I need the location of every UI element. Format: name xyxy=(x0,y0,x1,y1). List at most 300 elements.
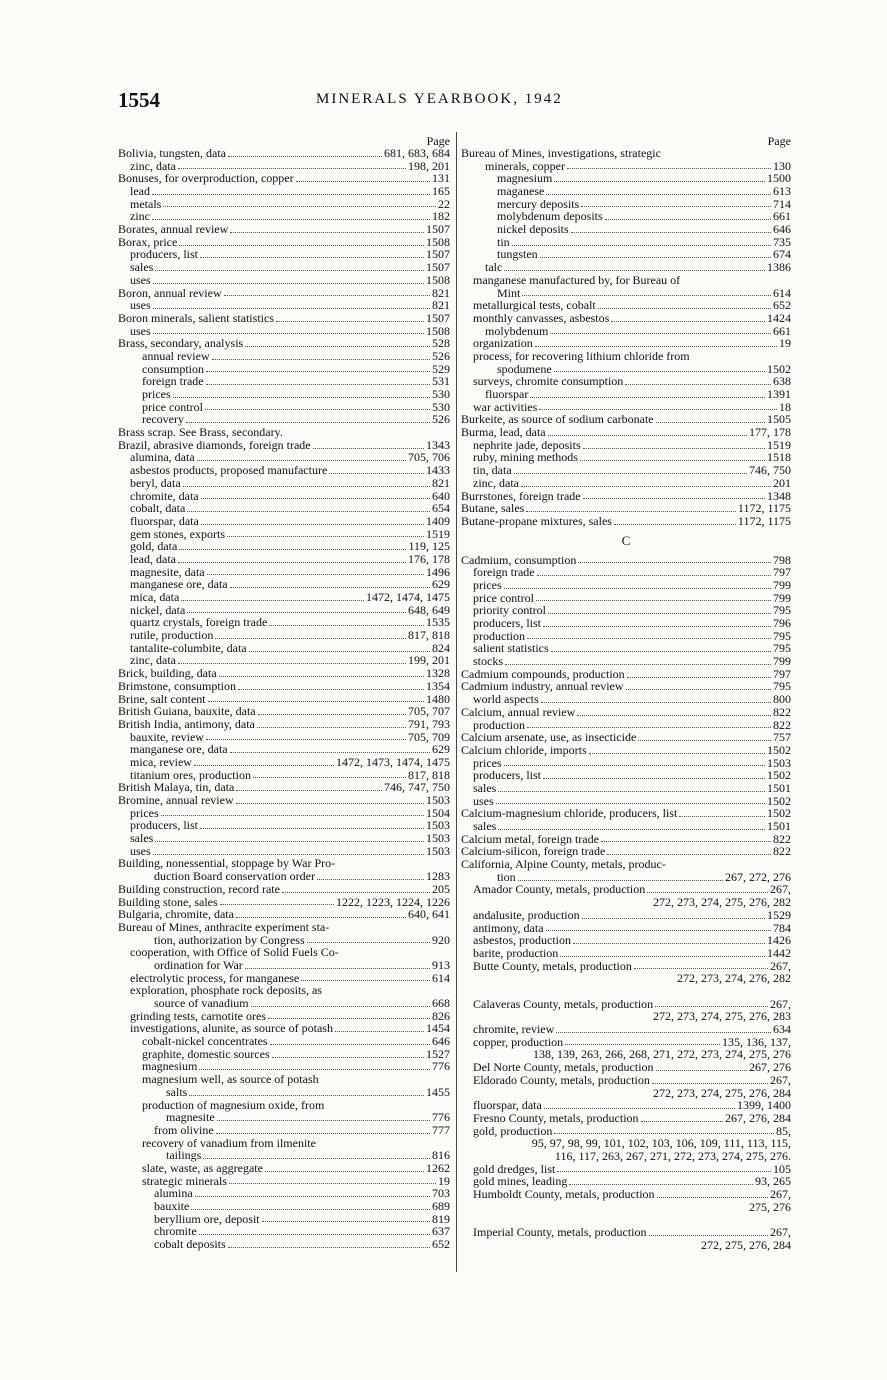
index-entry xyxy=(461,693,791,706)
entry-text: sales xyxy=(473,819,497,834)
leader-dots xyxy=(152,219,430,220)
entry-text: cobalt-nickel concentrates xyxy=(142,1034,268,1049)
page-ref: 821 xyxy=(432,298,450,313)
leader-dots xyxy=(236,790,382,791)
page-ref: 201 xyxy=(773,475,791,490)
page-ref: 638 xyxy=(773,374,791,389)
leader-dots xyxy=(161,815,424,816)
entry-text: process, for recovering lithium chloride from xyxy=(473,348,690,363)
index-entry xyxy=(461,312,791,325)
page-ref: 634 xyxy=(773,1022,791,1037)
page-ref: 796 xyxy=(773,616,791,631)
entry-text: magnesium well, as source of potash xyxy=(142,1072,319,1087)
page-ref: 526 xyxy=(432,348,450,363)
leader-dots xyxy=(253,777,406,778)
page-ref: 824 xyxy=(432,640,450,655)
index-entry xyxy=(118,883,450,896)
page-ref: 1386 xyxy=(767,260,791,275)
entry-text: electrolytic process, for manganese xyxy=(130,970,300,985)
leader-dots xyxy=(607,854,771,855)
leader-dots xyxy=(217,1120,430,1121)
page-ref: 267, xyxy=(770,882,791,897)
page-ref: 1328 xyxy=(426,666,450,681)
leader-dots xyxy=(282,892,430,893)
index-entry xyxy=(461,1061,791,1074)
entry-text: Building stone, sales xyxy=(118,894,218,909)
entry-text: producers, list xyxy=(473,616,541,631)
page-ref: 757 xyxy=(773,730,791,745)
page-ref: 795 xyxy=(773,679,791,694)
page-ref: 1433 xyxy=(426,463,450,478)
page-ref: 920 xyxy=(432,932,450,947)
leader-dots xyxy=(199,1069,430,1070)
index-entry xyxy=(118,1162,450,1175)
leader-dots xyxy=(583,448,765,449)
entry-text: annual review xyxy=(142,348,210,363)
entry-text: mica, review xyxy=(130,754,192,769)
leader-dots xyxy=(224,295,430,296)
page-ref: 267, xyxy=(770,958,791,973)
leader-dots xyxy=(257,727,406,728)
index-entry xyxy=(118,921,450,934)
page-ref: 528 xyxy=(432,336,450,351)
entry-text: chromite xyxy=(154,1224,197,1239)
leader-dots xyxy=(178,562,406,563)
entry-text: Bureau of Mines, investigations, strategic xyxy=(461,145,661,160)
entry-text: prices xyxy=(473,577,502,592)
leader-dots xyxy=(153,283,424,284)
leader-dots xyxy=(199,1234,430,1235)
entry-text: production of magnesium oxide, from xyxy=(142,1097,325,1112)
entry-text: fluorspar xyxy=(485,387,529,402)
leader-dots xyxy=(554,181,765,182)
page-ref: 19 xyxy=(779,336,791,351)
entry-text: metals xyxy=(130,196,162,211)
leader-dots xyxy=(207,574,424,575)
index-entry xyxy=(461,566,791,579)
entry-text: rutile, production xyxy=(130,628,214,643)
page-ref: 1519 xyxy=(426,526,450,541)
leader-dots xyxy=(191,1209,430,1210)
leader-dots xyxy=(527,727,771,728)
index-entry xyxy=(461,642,791,655)
page-ref-continuation: 116, 117, 263, 267, 271, 272, 273, 274, 275, 276. xyxy=(554,1148,791,1163)
entry-text: Calcium arsenate, use, as insecticide xyxy=(461,730,637,745)
page-ref: 800 xyxy=(773,692,791,707)
leader-dots xyxy=(649,1235,768,1236)
leader-dots xyxy=(496,803,765,804)
entry-text: slate, waste, as aggregate xyxy=(142,1160,263,1175)
leader-dots xyxy=(296,181,430,182)
page-ref: 1502 xyxy=(767,361,791,376)
page-ref: 1480 xyxy=(426,691,450,706)
leader-dots xyxy=(181,600,364,601)
page-ref: 654 xyxy=(432,501,450,516)
index-entry xyxy=(118,756,450,769)
page-ref: 646 xyxy=(432,1034,450,1049)
entry-text: beryllium ore, deposit xyxy=(154,1211,260,1226)
entry-text: gold, production xyxy=(473,1123,553,1138)
page-ref: 1454 xyxy=(426,1021,450,1036)
leader-dots xyxy=(514,473,747,474)
page-ref: 1501 xyxy=(767,819,791,834)
page-ref: 1535 xyxy=(426,615,450,630)
entry-text: Burrstones, foreign trade xyxy=(461,488,581,503)
leader-dots xyxy=(200,828,424,829)
page-ref: 703 xyxy=(432,1186,450,1201)
leader-dots xyxy=(208,701,424,702)
page-ref: 530 xyxy=(432,399,450,414)
leader-dots xyxy=(530,397,765,398)
leader-dots xyxy=(518,880,723,881)
page-ref: 267, xyxy=(770,996,791,1011)
entry-text: Boron minerals, salient statistics xyxy=(118,310,274,325)
leader-dots xyxy=(569,1184,753,1185)
leader-dots xyxy=(265,1171,424,1172)
leader-dots xyxy=(230,752,430,753)
index-entries-left xyxy=(118,147,450,1251)
entry-text: Butane-propane mixtures, sales xyxy=(461,513,612,528)
entry-text: chromite, review xyxy=(473,1022,555,1037)
page-ref: 1442 xyxy=(767,945,791,960)
index-entry xyxy=(118,312,450,325)
leader-dots xyxy=(550,333,771,334)
page-ref: 822 xyxy=(773,831,791,846)
leader-dots xyxy=(598,308,771,309)
index-entry xyxy=(118,997,450,1010)
page-ref: 1472, 1473, 1474, 1475 xyxy=(336,754,450,769)
entry-text: cooperation, with Office of Solid Fuels Co- xyxy=(130,945,339,960)
leader-dots xyxy=(187,511,430,512)
entry-text: California, Alpine County, metals, produc- xyxy=(461,857,666,872)
leader-dots xyxy=(527,638,771,639)
page-label: Page xyxy=(767,134,791,148)
entry-text: recovery of vanadium from ilmenite xyxy=(142,1135,316,1150)
page-ref: 822 xyxy=(773,844,791,859)
entry-text: lead, data xyxy=(130,551,176,566)
page-ref-continuation: 272, 273, 274, 275, 276, 282 xyxy=(653,895,791,910)
entry-text: Butte County, metals, production xyxy=(473,958,632,973)
index-entry xyxy=(461,706,791,719)
entry-text: price control xyxy=(142,399,203,414)
leader-dots xyxy=(526,511,736,512)
index-entry xyxy=(118,464,450,477)
page-ref: 135, 136, 137, xyxy=(722,1034,791,1049)
index-entry xyxy=(118,819,450,832)
leader-dots xyxy=(521,486,771,487)
index-entry xyxy=(118,832,450,845)
index-entry xyxy=(118,870,450,883)
entry-text: Mint xyxy=(497,285,521,300)
entry-text: magnesium xyxy=(142,1059,198,1074)
page-label: Page xyxy=(426,134,450,148)
leader-dots xyxy=(179,549,406,550)
entry-text: zinc, data xyxy=(130,653,176,668)
index-entry xyxy=(118,350,450,363)
leader-dots xyxy=(611,321,765,322)
entry-text: manganese manufactured by, for Bureau of xyxy=(473,272,681,287)
index-entry xyxy=(461,185,791,198)
page-ref: 1527 xyxy=(426,1046,450,1061)
page-ref: 629 xyxy=(432,742,450,757)
entry-text: cobalt deposits xyxy=(154,1237,226,1252)
entry-text: salient statistics xyxy=(473,641,549,656)
leader-dots xyxy=(227,536,424,537)
entry-text: asbestos, production xyxy=(473,933,571,948)
index-entry xyxy=(118,667,450,680)
leader-dots xyxy=(216,1133,430,1134)
entry-text: Brick, building, data xyxy=(118,666,217,681)
entry-text: prices xyxy=(142,387,171,402)
page-ref: 1507 xyxy=(426,247,450,262)
entry-text: sales xyxy=(473,780,497,795)
leader-dots xyxy=(220,904,334,905)
entry-text: mica, data xyxy=(130,590,180,605)
index-entry xyxy=(461,261,791,274)
leader-dots xyxy=(228,1247,430,1248)
index-entry xyxy=(461,388,791,401)
leader-dots xyxy=(565,1044,720,1045)
entry-text: foreign trade xyxy=(473,565,535,580)
page-ref: 795 xyxy=(773,641,791,656)
leader-dots xyxy=(230,587,430,588)
index-entry xyxy=(461,769,791,782)
entry-text: fluorspar, data xyxy=(130,513,199,528)
page-ref-continuation: 272, 275, 276, 284 xyxy=(701,1237,791,1252)
page-ref: 1503 xyxy=(426,831,450,846)
entry-text: Bulgaria, chromite, data xyxy=(118,907,234,922)
leader-dots xyxy=(179,245,424,246)
page-ref: 1399, 1400 xyxy=(737,1098,791,1113)
index-entry xyxy=(118,629,450,642)
page-ref: 119, 125 xyxy=(408,539,450,554)
entry-text: surveys, chromite consumption xyxy=(473,374,624,389)
page-ref: 817, 818 xyxy=(408,767,450,782)
entry-text: alumina xyxy=(154,1186,193,1201)
index-entry xyxy=(461,858,791,871)
section-letter: C xyxy=(621,532,631,548)
index-entry xyxy=(461,655,791,668)
entry-text: Borates, annual review xyxy=(118,222,229,237)
index-entry xyxy=(461,515,791,528)
page-ref: 746, 750 xyxy=(749,463,791,478)
index-entry xyxy=(461,820,791,833)
entry-text: price control xyxy=(473,590,534,605)
page-ref: 640, 641 xyxy=(408,907,450,922)
page-ref: 205 xyxy=(432,881,450,896)
entry-text: salts xyxy=(166,1084,188,1099)
leader-dots xyxy=(212,359,430,360)
leader-dots xyxy=(206,371,430,372)
entry-text: Brass, secondary, analysis xyxy=(118,336,244,351)
leader-dots xyxy=(155,841,424,842)
leader-dots xyxy=(641,1121,723,1122)
page-ref: 1391 xyxy=(767,387,791,402)
entry-text: Brass scrap. See Brass, secondary. xyxy=(118,425,283,440)
entry-text: uses xyxy=(130,272,151,287)
page-ref: 1518 xyxy=(767,450,791,465)
entry-text: Calcium-silicon, foreign trade xyxy=(461,844,606,859)
page-ref: 1172, 1175 xyxy=(737,501,791,516)
entry-text: manganese ore, data xyxy=(130,577,228,592)
page-ref: 1505 xyxy=(767,412,791,427)
entry-text: minerals, copper xyxy=(485,158,565,173)
entry-text: gold dredges, list xyxy=(473,1161,556,1176)
page-ref: 705, 709 xyxy=(408,729,450,744)
entry-text: bauxite, review xyxy=(130,729,204,744)
index-entry xyxy=(461,426,791,439)
leader-dots xyxy=(647,892,768,893)
leader-dots xyxy=(236,917,406,918)
leader-dots xyxy=(625,384,771,385)
leader-dots xyxy=(245,346,430,347)
leader-dots xyxy=(186,422,430,423)
entry-text: British Malaya, tin, data xyxy=(118,780,235,795)
entry-text: priority control xyxy=(473,603,546,618)
entry-text: foreign trade xyxy=(142,374,204,389)
index-entry xyxy=(118,261,450,274)
page-ref: 530 xyxy=(432,387,450,402)
page-ref: 613 xyxy=(773,184,791,199)
leader-dots xyxy=(195,1196,430,1197)
page-ref: 198, 201 xyxy=(408,158,450,173)
entry-text: Calcium, annual review xyxy=(461,704,576,719)
index-entry xyxy=(118,1035,450,1048)
leader-dots xyxy=(543,778,765,779)
leader-dots xyxy=(605,219,771,220)
leader-dots xyxy=(272,1057,424,1058)
index-entry xyxy=(118,1073,450,1086)
page-ref: 1502 xyxy=(767,793,791,808)
page-ref-continuation: 95, 97, 98, 99, 101, 102, 103, 106, 109, 111, 113, 115, xyxy=(531,1136,791,1151)
leader-dots xyxy=(251,1006,430,1007)
page-ref: 784 xyxy=(773,920,791,935)
index-entry xyxy=(461,1188,791,1201)
page-ref: 776 xyxy=(432,1110,450,1125)
entry-text: metallurgical tests, cobalt xyxy=(473,298,596,313)
page-ref: 668 xyxy=(432,996,450,1011)
entry-text: tion xyxy=(497,869,516,884)
leader-dots xyxy=(656,1070,747,1071)
page-ref: 1508 xyxy=(426,272,450,287)
index-entry xyxy=(118,1238,450,1251)
entry-text: Calaveras County, metals, production xyxy=(473,996,654,1011)
entry-text: Cadmium industry, annual review xyxy=(461,679,624,694)
page-ref: 637 xyxy=(432,1224,450,1239)
index-entry xyxy=(461,947,791,960)
page-ref: 182 xyxy=(432,209,450,224)
entry-text: stocks xyxy=(473,654,503,669)
index-entry xyxy=(118,287,450,300)
leader-dots xyxy=(178,663,406,664)
column-divider xyxy=(456,132,457,1272)
leader-dots xyxy=(206,739,406,740)
index-entry xyxy=(461,464,791,477)
page-ref: 267, 276 xyxy=(749,1060,791,1075)
page-ref: 817, 818 xyxy=(408,628,450,643)
leader-dots xyxy=(215,638,406,639)
index-entry xyxy=(118,515,450,528)
leader-dots xyxy=(155,270,424,271)
entry-text: fluorspar, data xyxy=(473,1098,542,1113)
index-entry xyxy=(118,591,450,604)
leader-dots xyxy=(317,879,424,880)
leader-dots xyxy=(201,498,430,499)
leader-dots xyxy=(262,1221,430,1222)
page-ref: 777 xyxy=(432,1122,450,1137)
entry-text: alumina, data xyxy=(130,450,195,465)
leader-dots xyxy=(153,308,430,309)
entry-text: Bureau of Mines, anthracite experiment sta- xyxy=(118,919,330,934)
leader-dots xyxy=(656,422,765,423)
page-ref: 1503 xyxy=(426,818,450,833)
leader-dots xyxy=(197,460,406,461)
leader-dots xyxy=(554,371,765,372)
page-header xyxy=(0,88,887,112)
entry-text: gold, data xyxy=(130,539,178,554)
index-entry xyxy=(461,909,791,922)
entry-text: Calcium chloride, imports xyxy=(461,742,587,757)
leader-dots xyxy=(498,791,765,792)
leader-dots xyxy=(614,524,736,525)
page-ref: 652 xyxy=(773,298,791,313)
page-ref: 1343 xyxy=(426,437,450,452)
page-ref: 1504 xyxy=(426,805,450,820)
entry-text: antimony, data xyxy=(473,920,544,935)
leader-dots xyxy=(580,460,765,461)
page-ref: 652 xyxy=(432,1237,450,1252)
index-entry xyxy=(461,617,791,630)
entry-text: Bromine, annual review xyxy=(118,793,234,808)
entry-text: Cadmium, consumption xyxy=(461,552,577,567)
page-ref: 1502 xyxy=(767,742,791,757)
entry-text: tin, data xyxy=(473,463,512,478)
page-ref: 776 xyxy=(432,1059,450,1074)
leader-dots xyxy=(249,651,430,652)
leader-dots xyxy=(582,918,765,919)
leader-dots xyxy=(543,626,771,627)
leader-dots xyxy=(258,714,406,715)
index-entry xyxy=(118,1086,450,1099)
leader-dots xyxy=(554,1133,774,1134)
entry-text: production xyxy=(473,717,525,732)
leader-dots xyxy=(601,841,771,842)
leader-dots xyxy=(548,435,747,436)
leader-dots xyxy=(270,1044,430,1045)
entry-text: nephrite jade, deposits xyxy=(473,437,581,452)
leader-dots xyxy=(679,816,765,817)
index-entry xyxy=(118,388,450,401)
page-number: 1554 xyxy=(118,88,160,112)
leader-dots xyxy=(567,168,771,169)
index-entry xyxy=(118,426,450,439)
entry-text: maganese xyxy=(497,184,545,199)
entry-text: asbestos products, proposed manufacture xyxy=(130,463,328,478)
page-ref: 529 xyxy=(432,361,450,376)
entry-text: magnesite, data xyxy=(130,564,205,579)
leader-dots xyxy=(335,1031,424,1032)
leader-dots xyxy=(230,232,424,233)
entry-text: ordination for War xyxy=(154,957,243,972)
entry-text: barite, production xyxy=(473,945,559,960)
page-ref: 1503 xyxy=(426,843,450,858)
page-ref: 689 xyxy=(432,1199,450,1214)
page-ref: 614 xyxy=(432,970,450,985)
entry-text: magnesite xyxy=(166,1110,215,1125)
page-ref: 1222, 1223, 1224, 1226 xyxy=(336,894,450,909)
page-ref: 267, xyxy=(770,1186,791,1201)
entry-text: Humboldt County, metals, production xyxy=(473,1186,655,1201)
